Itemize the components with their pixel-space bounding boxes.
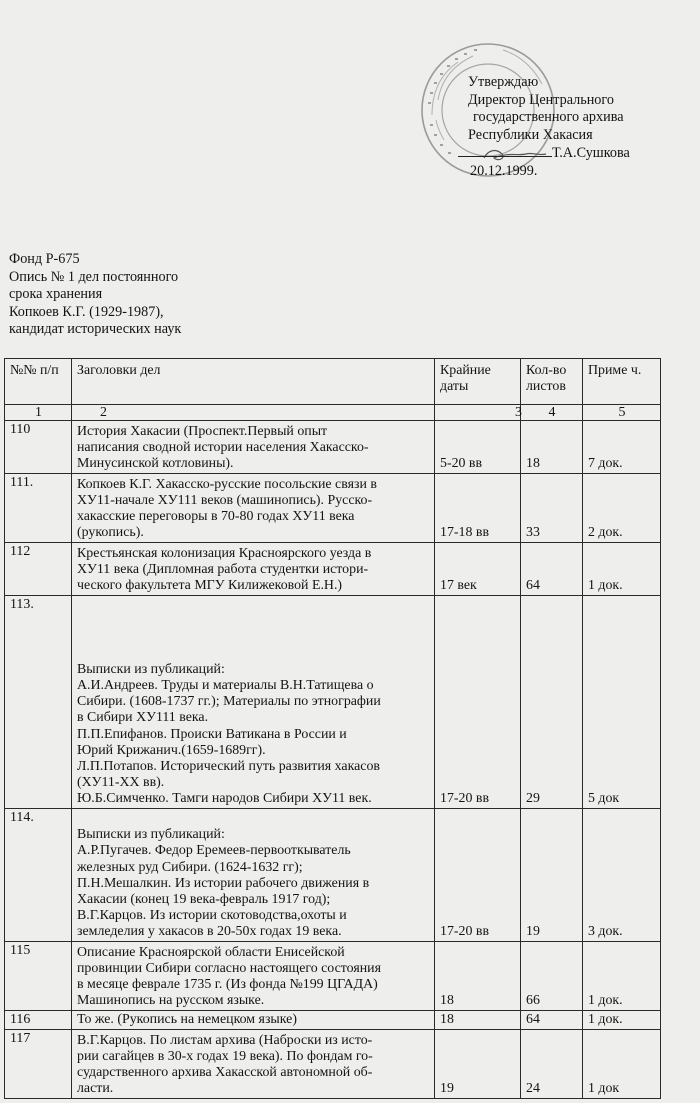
case-number: 111.: [5, 474, 72, 543]
case-title: [72, 942, 435, 1011]
case-title: [72, 421, 435, 474]
case-title-line: хакасские переговоры в 70-80 годах ХУ11 века: [77, 508, 355, 524]
table-row: [5, 942, 661, 1011]
fund-number: Фонд Р-675: [9, 251, 80, 267]
case-note: 5 док: [583, 596, 661, 809]
case-number: 115: [5, 942, 72, 1011]
case-title: [72, 596, 435, 809]
case-note: 7 док.: [583, 421, 661, 474]
case-number: 116: [5, 1011, 72, 1030]
case-number: 113.: [5, 596, 72, 809]
case-title-line: Машинопись на русском языке.: [77, 992, 265, 1008]
case-title-line: железных руд Сибири. (1624-1632 гг);: [77, 859, 303, 875]
header-num: №№ п/п: [5, 359, 72, 405]
approval-signature-line: [458, 144, 698, 163]
column-number: 1: [5, 405, 72, 421]
case-title-line: рии сагайцев в 30-х годах 19 века). По фондам го-: [77, 1048, 373, 1064]
case-title-line: в месяце феврале 1735 г. (Из фонда №199 ЦГАДА): [77, 976, 378, 992]
table-row: [5, 1030, 661, 1099]
case-note: 1 док: [583, 1030, 661, 1099]
case-dates: 17-20 вв: [435, 809, 521, 942]
case-title-line: (рукопись).: [77, 524, 144, 540]
case-note: 1 док.: [583, 1011, 661, 1030]
case-number: 117: [5, 1030, 72, 1099]
case-title-line: Сибири. (1608-1737 гг.); Материалы по этнографии: [77, 694, 381, 710]
case-title-line: Хакасии (конец 19 века-февраль 1917 год);: [77, 891, 331, 907]
case-title-line: Выписки из публикаций:: [77, 827, 225, 843]
case-title-line: Минусинской котловины).: [77, 455, 234, 471]
case-sheet-count: 64: [521, 543, 583, 596]
case-title-line: Л.П.Потапов. Исторический путь развития хакасов: [77, 758, 380, 774]
table-row: [5, 543, 661, 596]
column-number: 5: [583, 405, 661, 421]
case-dates: 18: [435, 942, 521, 1011]
case-title-line: ласти.: [77, 1081, 114, 1096]
case-sheet-count: 19: [521, 809, 583, 942]
storage-term: срока хранения: [9, 286, 103, 303]
case-title-line: А.Р.Пугачев. Федор Еремеев-первооткыватель: [77, 843, 351, 859]
signature-underline: [458, 144, 552, 157]
case-title-line: Ю.Б.Симченко. Тамги народов Сибири ХУ11 век.: [77, 790, 372, 806]
case-number: 112: [5, 543, 72, 596]
case-number: 114.: [5, 809, 72, 942]
case-title-line: П.П.Епифанов. Происки Ватикана в России и: [77, 726, 347, 742]
case-sheet-count: 29: [521, 596, 583, 809]
table-row: [5, 421, 661, 474]
case-title: [72, 809, 435, 942]
case-title-line: написания сводной истории населения Хакасско-: [77, 439, 369, 455]
case-title-line: (ХУ11-ХХ вв).: [77, 774, 165, 790]
table-header-row: [5, 359, 661, 405]
table-body: [5, 421, 661, 1099]
approval-region: Республики Хакасия: [468, 126, 593, 143]
column-number: 4: [521, 405, 583, 421]
approval-heading: Утверждаю: [468, 74, 539, 90]
case-note: 1 док.: [583, 942, 661, 1011]
case-title-line: сударственного архива Хакасской автономной об-: [77, 1064, 373, 1080]
case-title-line: В.Г.Карцов. Из истории скотоводства,охоты и: [77, 907, 347, 923]
fund-header: [9, 251, 181, 339]
case-note: 2 док.: [583, 474, 661, 543]
case-title-line: Копкоев К.Г. Хакасско-русские посольские связи в: [77, 476, 377, 492]
case-title-line: земледелия у хакасов в 20-50х годах 19 века.: [77, 923, 342, 939]
case-note: 1 док.: [583, 543, 661, 596]
case-dates: 5-20 вв: [435, 421, 521, 474]
approval-block: [468, 74, 698, 180]
case-title-line: ХУ11 века (Дипломная работа студентки истори-: [77, 561, 369, 577]
case-dates: 19: [435, 1030, 521, 1099]
case-title: [72, 474, 435, 543]
case-dates: 17-20 вв: [435, 596, 521, 809]
approval-position: Директор Центрального: [468, 91, 614, 108]
column-number-row: [5, 405, 661, 421]
case-title-line: Юрий Крижанич.(1659-1689гг).: [77, 742, 266, 758]
case-title-line: История Хакасии (Проспект.Первый опыт: [77, 423, 328, 439]
case-title: [72, 543, 435, 596]
inventory-title: Опись № 1 дел постоянного: [9, 268, 179, 285]
case-note: 3 док.: [583, 809, 661, 942]
table-row: [5, 474, 661, 543]
case-title-line: То же. (Рукопись на немецком языке): [77, 1012, 297, 1027]
table-row: [5, 809, 661, 942]
approval-organization: государственного архива: [473, 109, 624, 125]
case-title-line: провинции Сибири согласно настоящего состояния: [77, 960, 381, 976]
case-sheet-count: 64: [521, 1011, 583, 1030]
case-title-line: Выписки из публикаций:: [77, 662, 225, 678]
fund-person: Копкоев К.Г. (1929-1987),: [9, 303, 164, 320]
column-number: 3: [435, 405, 521, 421]
case-dates: 17-18 вв: [435, 474, 521, 543]
header-sheets: Кол-во листов: [521, 359, 583, 405]
case-title-line: ческого факультета МГУ Килижековой Е.Н.): [77, 577, 343, 593]
case-dates: 17 век: [435, 543, 521, 596]
header-dates: Крайние даты: [435, 359, 521, 405]
case-dates: 18: [435, 1011, 521, 1030]
case-title-line: П.Н.Мешалкин. Из истории рабочего движения в: [77, 875, 370, 891]
case-sheet-count: 18: [521, 421, 583, 474]
case-sheet-count: 24: [521, 1030, 583, 1099]
table-row: [5, 1011, 661, 1030]
case-title-line: ХУ11-начале ХУ111 веков (машинопись). Русско-: [77, 492, 373, 508]
case-title-line: в Сибири ХУ111 века.: [77, 710, 209, 726]
column-number: 2: [72, 405, 435, 421]
case-sheet-count: 66: [521, 942, 583, 1011]
case-sheet-count: 33: [521, 474, 583, 543]
case-title-line: В.Г.Карцов. По листам архива (Наброски из исто-: [77, 1032, 373, 1048]
table-row: [5, 596, 661, 809]
case-number: 110: [5, 421, 72, 474]
case-title-line: Описание Красноярской области Енисейской: [77, 944, 345, 960]
header-note: Приме ч.: [583, 359, 661, 405]
header-title: Заголовки дел: [72, 359, 435, 405]
approval-date: 20.12.1999.: [470, 162, 538, 179]
approval-signer: Т.А.Сушкова: [552, 145, 630, 161]
person-degree: кандидат исторических наук: [9, 321, 182, 338]
case-title-line: Крестьянская колонизация Красноярского уезда в: [77, 545, 372, 561]
inventory-table: [4, 358, 661, 1099]
case-title-line: А.И.Андреев. Труды и материалы В.Н.Татищева о: [77, 678, 374, 694]
case-title: [72, 1030, 435, 1099]
case-title: [72, 1011, 435, 1030]
